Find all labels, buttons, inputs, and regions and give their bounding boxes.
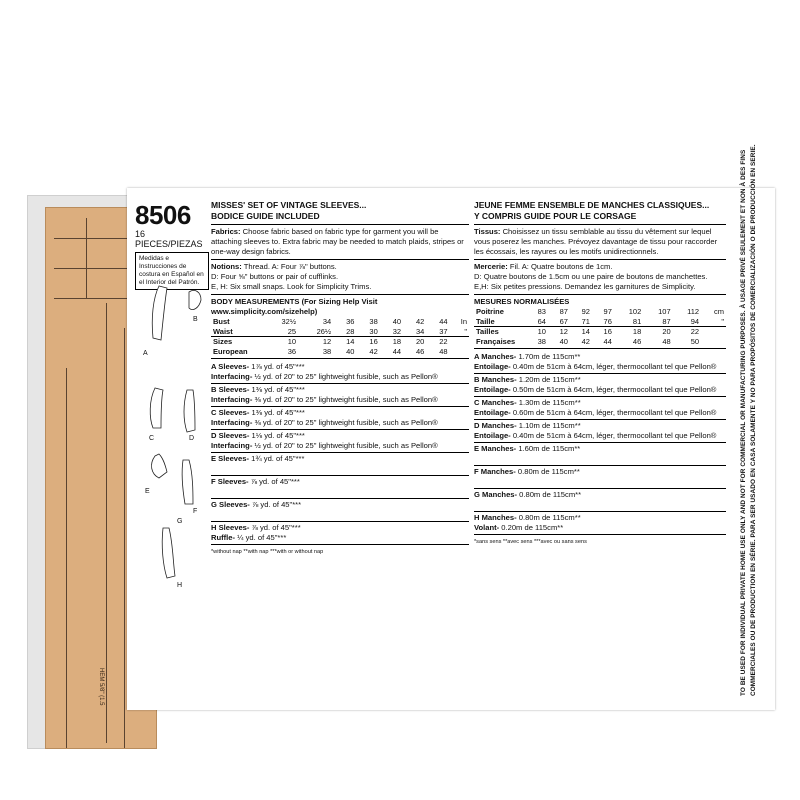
measurement-cell: 10	[537, 327, 546, 336]
measurement-cell: 18	[392, 337, 402, 346]
measurement-row	[474, 307, 726, 317]
yardage-entry	[211, 407, 469, 430]
yardage-entry	[474, 397, 726, 420]
measurement-cell: 32	[392, 326, 402, 336]
interfacing-amount: 0.20m de 115cm**	[499, 523, 564, 532]
measurement-row-label: Tailles	[476, 327, 499, 336]
yardage-amount: ⅞ yd. of 45"***	[249, 523, 301, 532]
measurement-cell: 107	[658, 307, 671, 316]
measurement-cell: 20	[662, 327, 671, 336]
measurement-cell: 87	[662, 316, 671, 326]
measurement-cell: 83	[537, 307, 546, 316]
yardage-entry	[211, 361, 469, 384]
french-measurement-table	[474, 307, 726, 346]
yardage-amount: 1⅜ yd. of 45"***	[249, 385, 305, 394]
yardage-label: G Sleeves-	[211, 500, 250, 509]
measurement-cell: 48	[439, 346, 448, 356]
fabrics-label: Fabrics:	[211, 227, 241, 236]
interfacing-amount: 0.50m de 51cm à 64cm, léger, thermocollant tel que Pellon®	[510, 385, 717, 394]
measurement-cell: 50	[690, 336, 700, 346]
yardage-entry	[211, 476, 469, 499]
yardage-amount: 0.80m de 115cm**	[517, 490, 582, 499]
mercerie-eh: E,H: Six petites pressions. Demandez les garnitures de Simplicity.	[474, 282, 696, 291]
measurement-cell: 16	[369, 337, 378, 346]
yardage-label: A Sleeves-	[211, 362, 250, 371]
notions-d: D: Four ⅝" buttons or pair of cufflinks.	[211, 272, 339, 281]
measurement-cell: "	[464, 326, 467, 336]
measurement-cell: 76	[603, 316, 612, 326]
measurement-row	[211, 347, 469, 357]
sleeve-h-drawing	[162, 528, 175, 578]
yardage-label: F Manches-	[474, 467, 516, 476]
measurement-cell: 102	[628, 307, 642, 316]
yardage-label: D Sleeves-	[211, 431, 250, 440]
interfacing-label: Entoilage-	[474, 408, 511, 417]
interfacing-label: Ruffle-	[211, 533, 236, 542]
sleeve-c-drawing	[150, 388, 163, 428]
sleeve-a-drawing	[152, 286, 167, 340]
yardage-entry	[211, 522, 469, 545]
yardage-amount: 1⅛ yd. of 45"***	[249, 431, 305, 440]
interfacing-label: Entoilage-	[474, 362, 511, 371]
measurement-row-label: Bust	[213, 317, 230, 326]
figure-label-h: H	[177, 582, 183, 589]
figure-label-c: C	[149, 435, 155, 442]
interfacing-label: Entoilage-	[474, 385, 511, 394]
measurement-row-label: Taille	[476, 316, 495, 326]
interfacing-amount: ⅜ yd. of 20" to 25" lightweight fusible, such as Pellon®	[252, 418, 438, 427]
mercerie-label: Mercerie:	[474, 262, 508, 271]
measurement-row-label: Françaises	[476, 336, 516, 346]
figure-label-b: B	[193, 316, 198, 323]
yardage-amount: ⅞ yd. of 45"***	[249, 500, 302, 509]
interfacing-amount: ¼ yd. of 45"***	[235, 533, 287, 542]
measurement-cell	[450, 347, 469, 357]
yardage-label: A Manches-	[474, 352, 517, 361]
yardage-label: D Manches-	[474, 421, 517, 430]
measurement-row	[211, 317, 469, 327]
notions-eh: E, H: Six small snaps. Look for Simplicity Trims.	[211, 282, 372, 291]
measurement-cell: 22	[690, 327, 700, 336]
yardage-entry	[474, 466, 726, 489]
yardage-amount: 1.60m de 115cm**	[516, 444, 581, 453]
measurement-cell: 40	[346, 346, 355, 356]
measurement-row	[474, 337, 726, 347]
yardage-entry	[211, 499, 469, 522]
measurement-cell: 37	[439, 326, 448, 336]
measurement-row	[474, 317, 726, 327]
yardage-label: H Sleeves-	[211, 523, 250, 532]
figure-label-e: E	[145, 488, 150, 495]
measurement-cell: 18	[632, 327, 642, 336]
yardage-amount: 1.30m de 115cm**	[516, 398, 581, 407]
measurement-cell: In	[460, 317, 467, 326]
measurement-cell	[701, 337, 726, 347]
measurement-cell: 38	[369, 317, 378, 326]
english-title-2: BODICE GUIDE INCLUDED	[211, 211, 320, 221]
measurement-cell: 94	[690, 316, 700, 326]
english-title-1: MISSES' SET OF VINTAGE SLEEVES...	[211, 200, 367, 210]
english-footnote: *without nap **with nap ***with or without nap	[211, 549, 324, 555]
measurement-row-label: Sizes	[213, 337, 233, 346]
interfacing-amount: ½ yd. of 20" to 25" lightweight fusible, such as Pellon®	[252, 372, 438, 381]
spanish-note: Medidas e Instrucciones de costura en Español en el Interior del Patrón.	[135, 252, 209, 290]
french-footnote: *sans sens **avec sens ***avec ou sans sens	[474, 539, 587, 545]
yardage-amount: 0.80m de 115cm**	[516, 513, 581, 522]
yardage-entry	[474, 443, 726, 466]
sleeve-b-drawing	[189, 290, 201, 309]
yardage-amount: 1.10m de 115cm**	[516, 421, 581, 430]
interfacing-label: Entoilage-	[474, 431, 511, 440]
measurement-cell: 12	[322, 337, 332, 346]
english-measurement-table	[211, 317, 469, 356]
measurement-cell: 40	[392, 317, 402, 326]
figure-label-a: A	[143, 350, 148, 357]
mercerie-d: D: Quatre boutons de 1.5cm ou une paire de boutons de manchettes.	[474, 272, 708, 281]
tissus-label: Tissus:	[474, 227, 501, 236]
interfacing-amount: 0.40m de 51cm à 64cm, léger, thermocollant tel que Pellon®	[510, 362, 717, 371]
figure-label-f: F	[193, 508, 198, 515]
usage-notice-line2: COMMERCIALES OU DE PRODUCTION EN SÉRIE. PARA SER USADO EN CASA SOLAMENTE Y NO PARA PROPÓSITOS DE COMERCIALIZACIÓN O DE PRODUCCIÓN EN SERIE.	[750, 144, 757, 696]
interfacing-label: Volant-	[474, 523, 500, 532]
french-yardage-list	[474, 351, 726, 535]
figure-label-d: D	[189, 435, 195, 442]
usage-notice	[738, 144, 762, 700]
mesures-title: MESURES NORMALISÉES	[474, 297, 570, 306]
measurement-cell: 12	[559, 327, 568, 336]
mercerie-a: Fil. A: Quatre boutons de 1cm.	[507, 262, 613, 271]
yardage-label: C Sleeves-	[211, 408, 250, 417]
french-title-1: JEUNE FEMME ENSEMBLE DE MANCHES CLASSIQUES...	[474, 200, 710, 210]
sleeve-d-drawing	[184, 390, 195, 432]
yardage-label: F Sleeves-	[211, 477, 249, 486]
yardage-entry	[474, 489, 726, 512]
yardage-entry	[474, 351, 726, 374]
measurement-cell: 44	[439, 317, 448, 326]
yardage-entry	[211, 384, 469, 407]
yardage-label: C Manches-	[474, 398, 517, 407]
pattern-info-card	[127, 144, 775, 710]
measurement-cell: 30	[369, 326, 378, 336]
measurement-cell	[450, 337, 469, 347]
sleeve-illustrations	[139, 278, 211, 608]
tissus-text: Choisissez un tissu semblable au tissu du vêtement sur lequel vous poserez les manches. Prévoyez davantage de tissu pour raccorder les écossais, les rayures ou les motifs unidirectionnels.	[474, 227, 718, 256]
measurement-row	[211, 327, 469, 337]
yardage-entry	[474, 374, 726, 397]
measurement-cell: 64	[537, 316, 546, 326]
measurement-cell: 42	[415, 317, 425, 326]
measurement-cell: 34	[322, 317, 332, 326]
interfacing-label: Interfacing-	[211, 441, 253, 450]
measurement-cell: 10	[287, 337, 297, 346]
measurement-cell: 38	[322, 346, 332, 356]
yardage-amount: 1⅜ yd. of 45"***	[249, 408, 305, 417]
interfacing-amount: 0.60m de 51cm à 64cm, léger, thermocollant tel que Pellon®	[510, 408, 717, 417]
measurement-cell: 40	[559, 336, 568, 346]
measurement-cell: 20	[415, 337, 425, 346]
yardage-entry	[474, 420, 726, 443]
notions-label: Notions:	[211, 262, 242, 271]
sleeve-e-drawing	[152, 454, 167, 478]
measurement-cell: 28	[346, 326, 355, 336]
yardage-entry	[211, 430, 469, 453]
interfacing-label: Interfacing-	[211, 418, 253, 427]
measurement-cell: 22	[439, 337, 448, 346]
body-measurements-title: BODY MEASUREMENTS (For Sizing Help Visit www.simplicity.com/sizehelp)	[211, 297, 378, 316]
measurement-cell: 38	[537, 336, 546, 346]
yardage-amount: 1.70m de 115cm**	[516, 352, 581, 361]
measurement-cell: 46	[415, 346, 425, 356]
french-title-2: Y COMPRIS GUIDE POUR LE CORSAGE	[474, 211, 637, 221]
interfacing-amount: ⅜ yd. of 20" to 25" lightweight fusible, such as Pellon®	[252, 395, 438, 404]
measurement-cell	[701, 327, 726, 337]
measurement-row-label: Waist	[213, 326, 233, 336]
measurement-row-label: Poitrine	[476, 307, 504, 316]
pieces-count: 16 PIECES/PIEZAS	[135, 229, 203, 249]
measurement-cell: 67	[559, 316, 568, 326]
measurement-cell: 34	[415, 326, 425, 336]
interfacing-label: Interfacing-	[211, 395, 253, 404]
yardage-amount: 0.80m de 115cm**	[515, 467, 580, 476]
english-yardage-list	[211, 361, 469, 545]
measurement-cell: 87	[559, 307, 568, 316]
yardage-label: E Manches-	[474, 444, 517, 453]
yardage-amount: 1¾ yd. of 45"***	[249, 454, 305, 463]
measurement-cell: 36	[346, 317, 355, 326]
yardage-amount: 1.20m de 115cm**	[516, 375, 581, 384]
notions-a: Thread. A: Four ⅞" buttons.	[241, 262, 337, 271]
measurement-cell: 97	[603, 307, 612, 316]
measurement-cell: 112	[687, 307, 700, 316]
measurement-cell: 92	[581, 307, 590, 316]
measurement-row	[211, 337, 469, 347]
measurement-cell: 14	[581, 327, 590, 336]
figure-label-g: G	[177, 518, 183, 525]
interfacing-label: Interfacing-	[211, 372, 253, 381]
pattern-number: 8506	[135, 200, 191, 230]
pattern-id-panel	[135, 198, 211, 290]
yardage-entry	[211, 453, 469, 476]
usage-notice-line1: TO BE USED FOR INDIVIDUAL PRIVATE HOME USE ONLY AND NOT FOR COMMERCIAL OR MANUFACTURING PURPOSES. À USAGE PRIVÉ SEULEMENT ET NON À DES FINS	[740, 149, 747, 696]
yardage-label: H Manches-	[474, 513, 517, 522]
french-column	[474, 200, 726, 547]
measurement-cell: 14	[346, 337, 355, 346]
fabrics-text: Choose fabric based on fabric type for garment you will be attaching sleeves to. Extra fabric may be needed to match plaids, stripes or one-way design fabrics.	[211, 227, 464, 256]
measurement-cell: 26½	[316, 326, 332, 336]
interfacing-amount: ½ yd. of 20" to 25" lightweight fusible, such as Pellon®	[252, 441, 438, 450]
measurement-cell: 44	[392, 346, 402, 356]
interfacing-amount: 0.40m de 51cm à 64cm, léger, thermocollant tel que Pellon®	[510, 431, 717, 440]
sleeve-f-drawing	[182, 460, 193, 504]
yardage-label: B Sleeves-	[211, 385, 250, 394]
yardage-label: B Manches-	[474, 375, 517, 384]
yardage-amount: ⅞ yd. of 45"***	[248, 477, 300, 486]
yardage-label: G Manches-	[474, 490, 518, 499]
measurement-row	[474, 327, 726, 337]
measurement-cell: 44	[603, 336, 612, 346]
measurement-cell: 71	[581, 316, 590, 326]
measurement-cell: 36	[287, 346, 297, 356]
yardage-amount: 1⅞ yd. of 45"***	[249, 362, 305, 371]
measurement-cell: 25	[287, 326, 297, 336]
yardage-entry	[474, 512, 726, 535]
measurement-cell: 32½	[281, 317, 297, 326]
yardage-label: E Sleeves-	[211, 454, 249, 463]
measurement-cell: 16	[603, 327, 612, 336]
measurement-cell: cm	[714, 307, 724, 316]
measurement-cell: 46	[632, 336, 642, 346]
measurement-cell: 42	[581, 336, 590, 346]
english-column	[211, 200, 469, 557]
measurement-row-label: European	[213, 346, 248, 356]
measurement-cell: "	[721, 316, 724, 326]
measurement-cell: 48	[662, 336, 671, 346]
tissue-text: HEM 5/8" (1.5	[98, 668, 104, 706]
measurement-cell: 42	[369, 346, 378, 356]
measurement-cell: 81	[632, 316, 642, 326]
